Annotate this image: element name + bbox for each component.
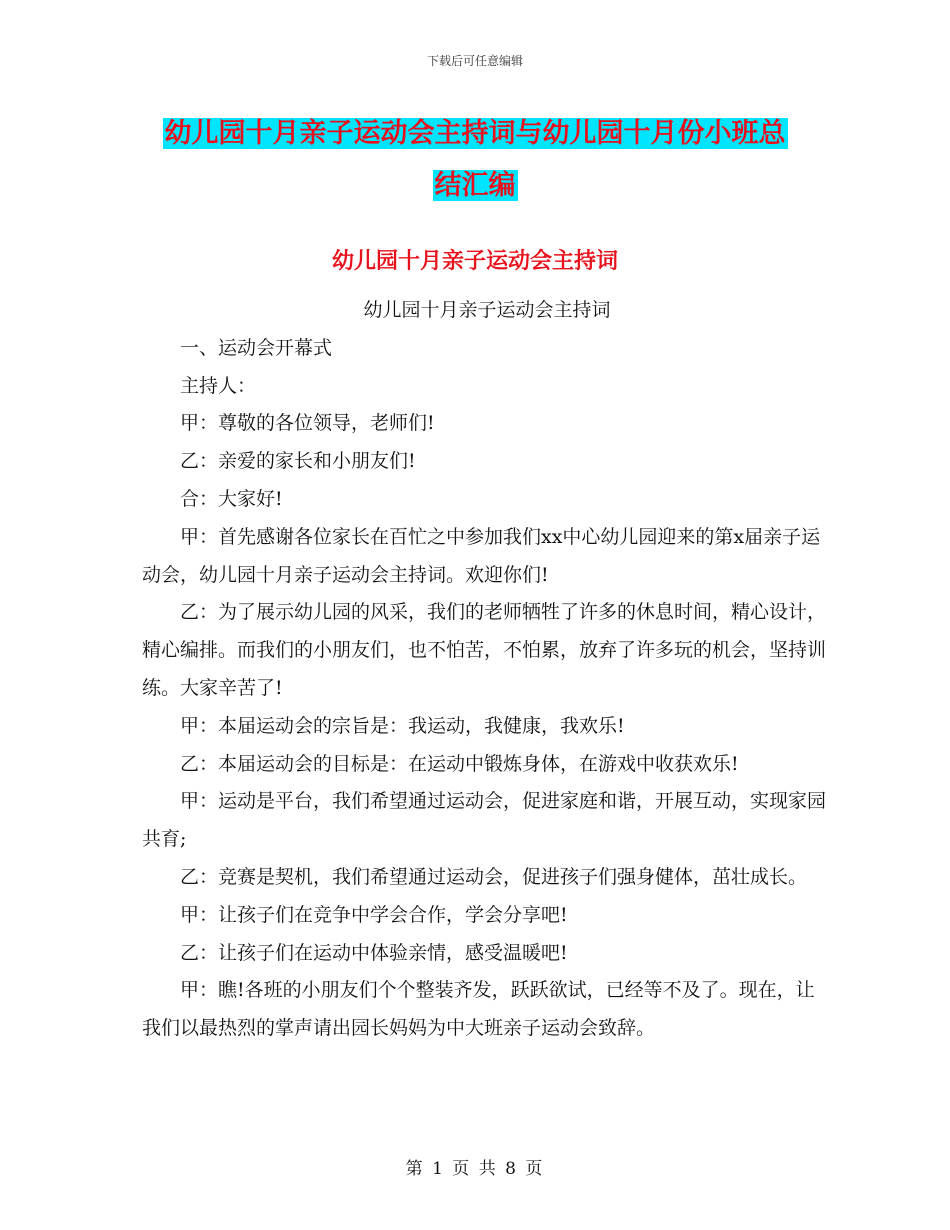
section-title: 幼儿园十月亲子运动会主持词 (331, 249, 618, 274)
paragraph: 一、运动会开幕式 (180, 336, 333, 359)
paragraph: 乙：本届运动会的目标是：在运动中锻炼身体，在游戏中收获欢乐! (180, 752, 739, 775)
document-title-line-1: 幼儿园十月亲子运动会主持词与幼儿园十月份小班总 (164, 118, 786, 149)
paragraph: 合：大家好! (180, 487, 283, 510)
paragraph: 乙：亲爱的家长和小朋友们! (180, 450, 416, 473)
document-title (0, 108, 950, 212)
paragraph: 乙：为了展示幼儿园的风采，我们的老师牺牲了许多的休息时间，精心设计，精心编排。而我们的小朋友们，也不怕苦，不怕累，放弃了许多玩的机会，坚持训练。大家辛苦了! (142, 601, 827, 699)
subtitle-paragraph: 幼儿园十月亲子运动会主持词 (363, 299, 611, 321)
paragraph: 乙：让孩子们在运动中体验亲情，感受温暖吧! (180, 941, 568, 964)
paragraph: 主持人： (180, 374, 257, 397)
paragraph: 甲：运动是平台，我们希望通过运动会，促进家庭和谐，开展互动，实现家园共育; (142, 790, 827, 851)
paragraph: 甲：本届运动会的宗旨是：我运动，我健康，我欢乐! (180, 714, 625, 737)
paragraph: 甲：首先感谢各位家长在百忙之中参加我们xx中心幼儿园迎来的第x届亲子运动会，幼儿园十月亲子运动会主持词。欢迎你们! (142, 525, 821, 586)
page-number: 第 1 页 共 8 页 (405, 1159, 545, 1179)
document-body (142, 292, 832, 1048)
paragraph: 甲：让孩子们在竞争中学会合作，学会分享吧! (180, 903, 568, 926)
header-note: 下载后可任意编辑 (426, 54, 523, 68)
document-title-line-2: 结汇编 (434, 170, 516, 201)
paragraph: 甲：瞧!各班的小朋友们个个整装齐发，跃跃欲试，已经等不及了。现在，让我们以最热烈的掌声请出园长妈妈为中大班亲子运动会致辞。 (142, 979, 815, 1040)
paragraph: 乙：竞赛是契机，我们希望通过运动会，促进孩子们强身健体，茁壮成长。 (180, 865, 808, 888)
paragraph: 甲：尊敬的各位领导，老师们! (180, 412, 435, 435)
